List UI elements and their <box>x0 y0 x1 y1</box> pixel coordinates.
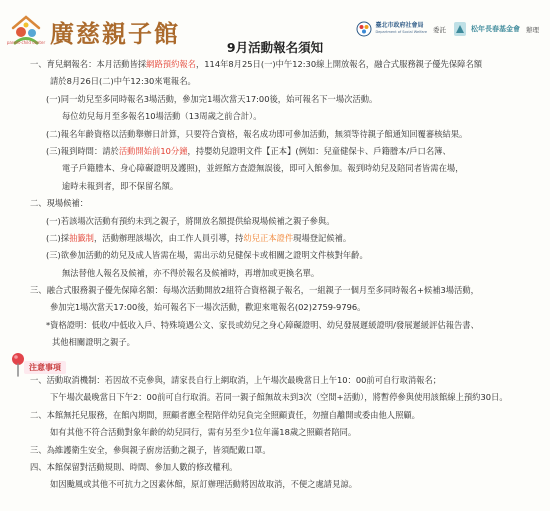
gov-name: 臺北市政府社會局 <box>375 22 424 29</box>
section-3-line-4: 其他相關證明之親子。 <box>52 337 135 348</box>
section-2-a-line-1: (一)若該場次活動有預約未到之親子，將開放名額提供給現場候補之親子參與。 <box>46 215 335 226</box>
page-title: 9月活動報名須知 <box>226 40 324 55</box>
notice-line-6: 四、本館保留對活動規則、時間、參加人數的修改權利。 <box>30 461 238 472</box>
section-2-heading: 二、現場候補： <box>30 198 89 209</box>
section-1-c-line-2: 電子戶籍謄本、身心障礙證明及護照)，並經館方查證無誤後，即可入館參加。報到時幼兒及陪同者皆需在場， <box>62 163 464 174</box>
foundation-name: 松年長春基金會 <box>471 25 520 33</box>
taipei-gov-logo-icon <box>356 21 372 37</box>
text: 現場登記候補。 <box>293 232 352 243</box>
foundation-logo-icon <box>452 20 468 38</box>
notice-line-2: 下午場次最晚當日下午2：00前可自行取消。若同一親子館無故未到3次（空間+活動），將暫停參與使用該館線上預約30日。 <box>50 392 508 403</box>
notice-line-3: 二、本館無托兒服務，在館內期間，照顧者應全程陪伴幼兒負完全照顧責任，勿擅自離開或委由他人照顧。 <box>30 409 420 420</box>
main-content <box>0 56 550 352</box>
section-1-c-line-3: 逾時未報到者，即不保留名額。 <box>62 180 179 191</box>
notice-line-5: 三、為維護衛生安全，參與親子廚房活動之親子，皆須配戴口罩。 <box>30 444 271 455</box>
section-2-c-line-1: (三)欲參加活動的幼兒及成人皆需在場，需出示幼兒健保卡或相關之證明文件核對年齡。 <box>46 250 368 261</box>
gov-name-block <box>375 22 427 36</box>
operate-label: 辦理 <box>526 25 539 34</box>
notice-line-1: 一、活動取消機制：若因故不克參與，請家長自行上網取消，上午場次最晚當日上午10：00前可自行取消報名； <box>30 375 442 385</box>
text: (三)報到時間：請於 <box>46 145 119 156</box>
notice-label: 注意事項 <box>24 361 66 374</box>
section-1-line-1 <box>0 56 550 73</box>
highlight-lottery: 抽籤制 <box>69 232 94 243</box>
notice-content <box>0 372 550 494</box>
notice-line-7: 如因颱風或其他不可抗力之因素休館，原訂辦理活動將因故取消，不便之處請見諒。 <box>50 479 357 490</box>
commission-label: 委託 <box>433 25 446 34</box>
section-1-line-2: 請於8月26日(二)中午12:30來電報名。 <box>50 76 196 87</box>
text: 一、育兒網報名：本月活動皆採 <box>30 59 147 69</box>
section-3-line-3: *資格證明：低收/中低收入戶、特殊境遇公文、家長或幼兒之身心障礙證明、幼兒發展遲緩證明/發展遲緩評估報告書、 <box>46 319 479 330</box>
section-3-line-2: 參加完1場次當天17:00後，始可報名下一場次活動，歡迎來電報名(02)2759-9796。 <box>50 302 366 313</box>
highlight-online-booking: 網路預約報名 <box>146 59 196 69</box>
text: ，持嬰幼兒證明文件【正本】(例如：兒童健保卡、戶籍謄本/戶口名簿、 <box>187 145 451 156</box>
logo-caption: parent-child center <box>6 40 46 45</box>
gov-subtitle: Department of Social Welfare <box>375 30 427 34</box>
text: ，114年8月25日(一)中午12:30線上開放報名，融合式服務親子優先保障名額 <box>195 59 483 69</box>
section-1-a-line-2: 每位幼兒每月至多報名10場活動（13周歲之前合計）。 <box>62 111 262 122</box>
section-2-b-line-1 <box>0 230 550 247</box>
partner-logos <box>356 20 542 38</box>
brand-title: 廣慈親子館 <box>50 19 180 48</box>
notice-line-4: 如有其他不符合活動對象年齡的幼兒同行，需有另至少1位年滿18歲之照顧者陪同。 <box>50 427 357 438</box>
section-3-line-1: 三、融合式服務親子優先保障名額：每場次活動開放2組符合資格親子報名，一組親子一個月至多同時報名+候補3場活動， <box>30 285 479 296</box>
highlight-checkin-time: 活動開始前10分鐘 <box>118 145 188 156</box>
section-1-c-line-1 <box>0 143 550 160</box>
highlight-id-original: 幼兒正本證件 <box>243 232 294 243</box>
section-1-a-line-1: (一)同一幼兒至多同時報名3場活動，參加完1場次當天17:00後，始可報名下一場次活動。 <box>46 93 378 104</box>
section-2-c-line-2: 無法替他人報名及候補，亦不得於報名及候補時，再增加或更換名單。 <box>62 267 320 278</box>
text: ，活動辦理該場次，由工作人員引導，持 <box>93 232 244 243</box>
section-1-b-line-1: (二)報名年齡資格以活動舉辦日計算，只要符合資格，報名成功即可參加活動，無須等待親子館通知回覆審核結果。 <box>46 128 468 139</box>
text: (二)採 <box>46 232 70 243</box>
